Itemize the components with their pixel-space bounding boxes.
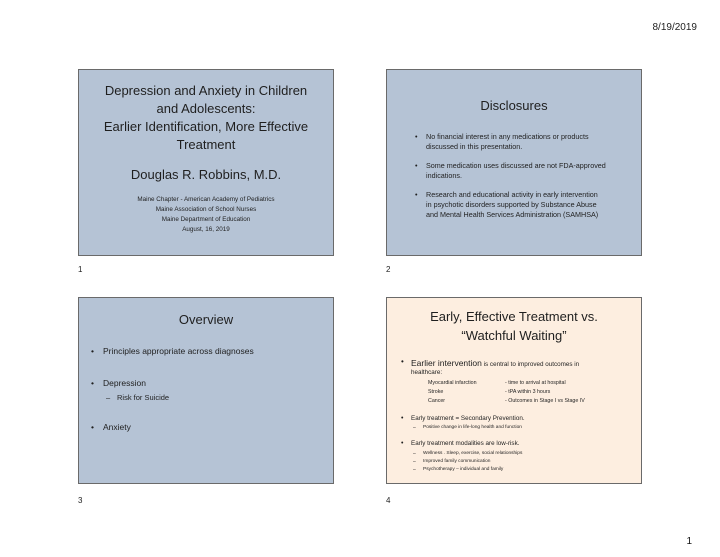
slide-1-author: Douglas R. Robbins, M.D. (130, 167, 282, 182)
low-risk-bullet: Early treatment modalities are low-risk. (411, 440, 520, 447)
slide-2-title: Disclosures (480, 98, 548, 113)
dash-icon: – (413, 459, 416, 465)
title-line: Earlier Identification, More Effective (103, 119, 309, 134)
disclosure-line: • No financial interest in any medications or products (426, 132, 589, 141)
modality-item: Wellness . Sleep, exercise, social relationships (423, 451, 523, 456)
overview-item: Depression (103, 378, 146, 388)
dash-icon: – (413, 467, 416, 473)
slide-3 (78, 297, 334, 484)
slide-3-title: Overview (178, 312, 234, 327)
disclosure-line: in psychotic disorders supported by Substance Abuse (426, 200, 597, 209)
table-desc: - Outcomes in Stage I vs Stage IV (505, 398, 585, 404)
title-line: Early, Effective Treatment vs. (430, 309, 598, 324)
slide-1 (78, 69, 334, 256)
slide-4 (386, 297, 642, 484)
secondary-prevention: Early treatment = Secondary Prevention. (411, 415, 525, 422)
modality-item: Psychotherapy – individual and family (423, 467, 504, 472)
affiliation-line: Maine Department of Education (161, 216, 251, 223)
affiliation-line: Maine Association of School Nurses (155, 206, 257, 213)
title-line: Treatment (176, 137, 236, 152)
modality-item: Improved family communication (423, 459, 491, 464)
bullet-icon: • (401, 440, 404, 447)
disclosures-list (413, 132, 638, 229)
table-desc: - time to arrival at hospital (505, 380, 566, 386)
disclosure-item (413, 161, 638, 181)
disclosure-item (413, 190, 638, 220)
dash-icon: – (413, 425, 416, 431)
disclosure-line: • Research and educational activity in early intervention (426, 190, 598, 199)
overview-subitem: Risk for Suicide (117, 393, 170, 402)
slide-2-number: 2 (386, 265, 391, 274)
slide-1-number: 1 (78, 265, 83, 274)
disclosure-line: indications. (426, 171, 462, 180)
table-cond: Stroke (428, 389, 444, 395)
slide-4-number: 4 (386, 496, 391, 505)
header-date: 8/19/2019 (652, 22, 697, 33)
overview-item: Principles appropriate across diagnoses (103, 346, 254, 356)
table-desc: - tPA within 3 hours (505, 389, 551, 395)
secondary-prevention-sub: Positive change in life-long health and function (423, 425, 522, 430)
bullet-icon: • (91, 378, 94, 388)
slide-4-title (387, 307, 641, 345)
slide-1-affiliations (79, 195, 333, 235)
affiliation-line: Maine Chapter - American Academy of Pediatrics (137, 196, 275, 203)
disclosure-line: and Mental Health Services Administration (SAMHSA) (426, 210, 599, 219)
intervention-lead: Earlier intervention (411, 358, 482, 368)
title-line: and Adolescents: (156, 101, 256, 116)
dash-icon: – (106, 393, 111, 402)
disclosure-line: • Some medication uses discussed are not FDA-approved (426, 161, 606, 170)
page-number: 1 (686, 536, 692, 547)
bullet-icon: • (91, 346, 94, 356)
intervention-rest: is central to improved outcomes in (481, 361, 580, 368)
title-line: Depression and Anxiety in Children (104, 83, 308, 98)
disclosure-item (413, 132, 638, 152)
affiliation-line: August, 16, 2019 (182, 226, 230, 233)
slide-1-title (79, 82, 333, 154)
slide-3-number: 3 (78, 496, 83, 505)
intervention-bullet (411, 358, 639, 370)
disclosure-line: discussed in this presentation. (426, 142, 523, 151)
bullet-icon: • (401, 357, 404, 366)
title-line: “Watchful Waiting” (461, 328, 567, 343)
overview-item: Anxiety (103, 422, 131, 432)
table-cond: Cancer (428, 398, 446, 404)
table-cond: Myocardial infarction (428, 380, 477, 386)
intervention-line2: healthcare: (411, 369, 443, 376)
slide-2 (386, 69, 642, 256)
dash-icon: – (413, 451, 416, 457)
bullet-icon: • (401, 415, 404, 422)
bullet-icon: • (91, 422, 94, 432)
